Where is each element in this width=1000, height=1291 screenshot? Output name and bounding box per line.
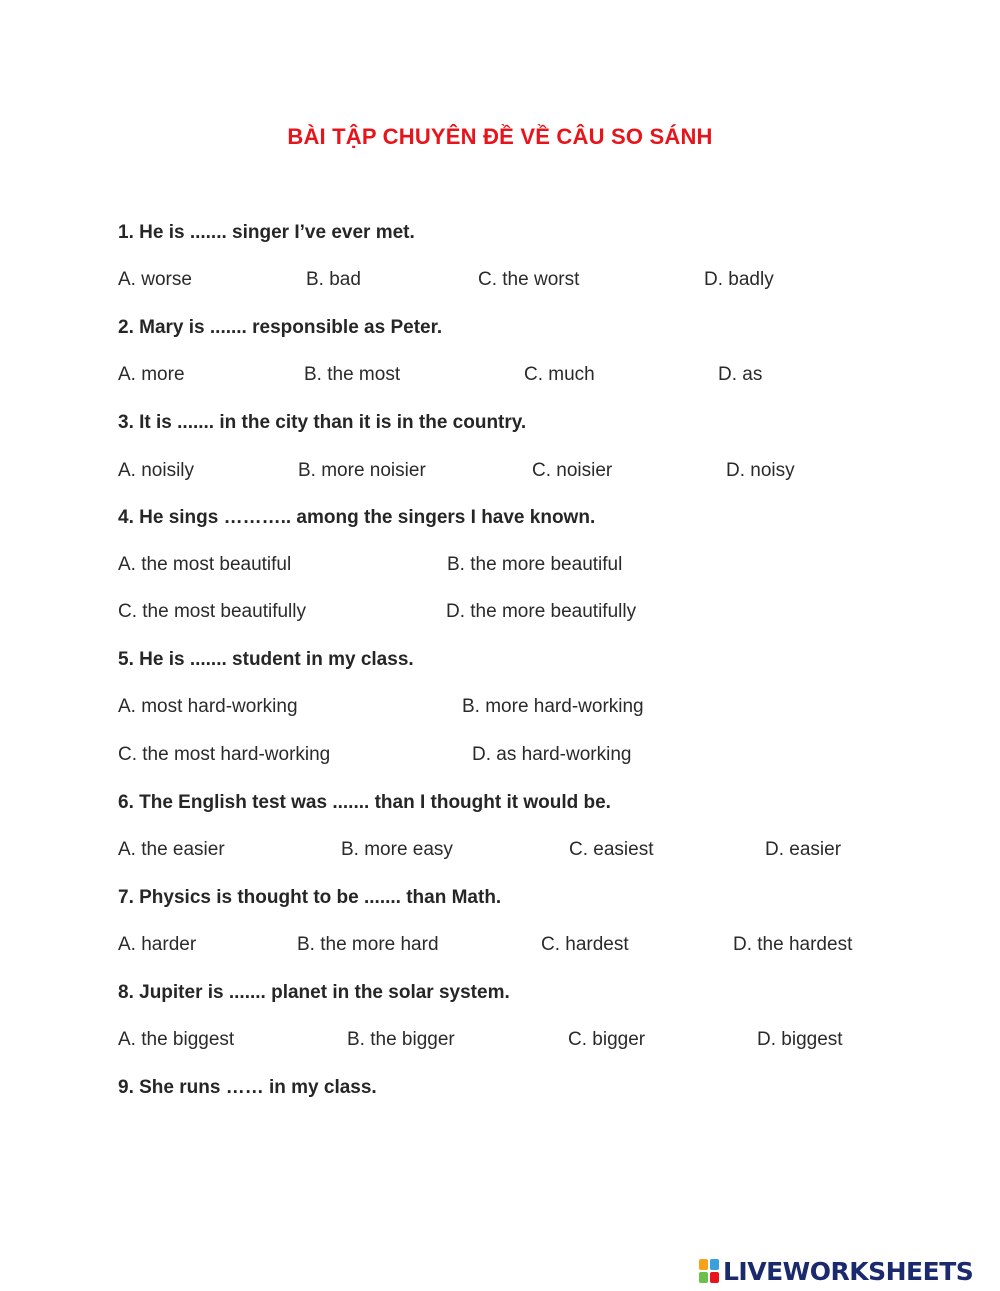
question-3: 3. It is ....... in the city than it is in the country. bbox=[118, 412, 527, 433]
question-5-option-d[interactable]: D. as hard-working bbox=[472, 744, 632, 765]
question-3-option-a[interactable]: A. noisily bbox=[118, 460, 195, 481]
logo-text: LIVEWORKSHEETS bbox=[723, 1256, 974, 1286]
liveworksheets-logo bbox=[698, 1256, 973, 1286]
question-3-option-d[interactable]: D. noisy bbox=[726, 460, 795, 481]
question-6-option-b[interactable]: B. more easy bbox=[341, 839, 453, 860]
question-7: 7. Physics is thought to be ....... than Math. bbox=[118, 887, 502, 908]
question-4-option-c[interactable]: C. the most beautifully bbox=[118, 601, 306, 622]
question-2-option-b[interactable]: B. the most bbox=[304, 364, 401, 385]
question-6: 6. The English test was ....... than I thought it would be. bbox=[118, 792, 611, 813]
question-1-option-a[interactable]: A. worse bbox=[118, 269, 192, 290]
question-1-option-c[interactable]: C. the worst bbox=[478, 269, 580, 290]
question-1-option-d[interactable]: D. badly bbox=[704, 269, 774, 290]
question-4: 4. He sings ……….. among the singers I have known. bbox=[118, 507, 596, 528]
question-8: 8. Jupiter is ....... planet in the solar system. bbox=[118, 982, 510, 1003]
question-2-option-d[interactable]: D. as bbox=[718, 364, 763, 385]
question-1-option-b[interactable]: B. bad bbox=[306, 269, 361, 290]
question-2-option-c[interactable]: C. much bbox=[524, 364, 595, 385]
logo-blocks-icon bbox=[698, 1258, 720, 1284]
question-8-option-c[interactable]: C. bigger bbox=[568, 1029, 646, 1050]
worksheet-title: BÀI TẬP CHUYÊN ĐỀ VỀ CÂU SO SÁNH bbox=[287, 124, 713, 149]
question-7-option-a[interactable]: A. harder bbox=[118, 934, 197, 955]
question-9: 9. She runs …… in my class. bbox=[118, 1077, 377, 1098]
question-3-option-c[interactable]: C. noisier bbox=[532, 460, 613, 481]
question-4-option-d[interactable]: D. the more beautifully bbox=[446, 601, 637, 622]
question-4-option-b[interactable]: B. the more beautiful bbox=[447, 554, 623, 575]
question-5-option-c[interactable]: C. the most hard-working bbox=[118, 744, 331, 765]
question-7-option-c[interactable]: C. hardest bbox=[541, 934, 629, 955]
question-2: 2. Mary is ....... responsible as Peter. bbox=[118, 317, 443, 338]
question-5-option-b[interactable]: B. more hard-working bbox=[462, 696, 644, 717]
question-2-option-a[interactable]: A. more bbox=[118, 364, 185, 385]
question-4-option-a[interactable]: A. the most beautiful bbox=[118, 554, 292, 575]
question-8-option-a[interactable]: A. the biggest bbox=[118, 1029, 235, 1050]
question-8-option-b[interactable]: B. the bigger bbox=[347, 1029, 455, 1050]
question-6-option-c[interactable]: C. easiest bbox=[569, 839, 654, 860]
question-6-option-d[interactable]: D. easier bbox=[765, 839, 842, 860]
question-5-option-a[interactable]: A. most hard-working bbox=[118, 696, 298, 717]
question-1: 1. He is ....... singer I’ve ever met. bbox=[118, 222, 415, 243]
question-6-option-a[interactable]: A. the easier bbox=[118, 839, 225, 860]
question-5: 5. He is ....... student in my class. bbox=[118, 649, 414, 670]
question-8-option-d[interactable]: D. biggest bbox=[757, 1029, 843, 1050]
question-3-option-b[interactable]: B. more noisier bbox=[298, 460, 426, 481]
question-7-option-b[interactable]: B. the more hard bbox=[297, 934, 439, 955]
question-7-option-d[interactable]: D. the hardest bbox=[733, 934, 853, 955]
